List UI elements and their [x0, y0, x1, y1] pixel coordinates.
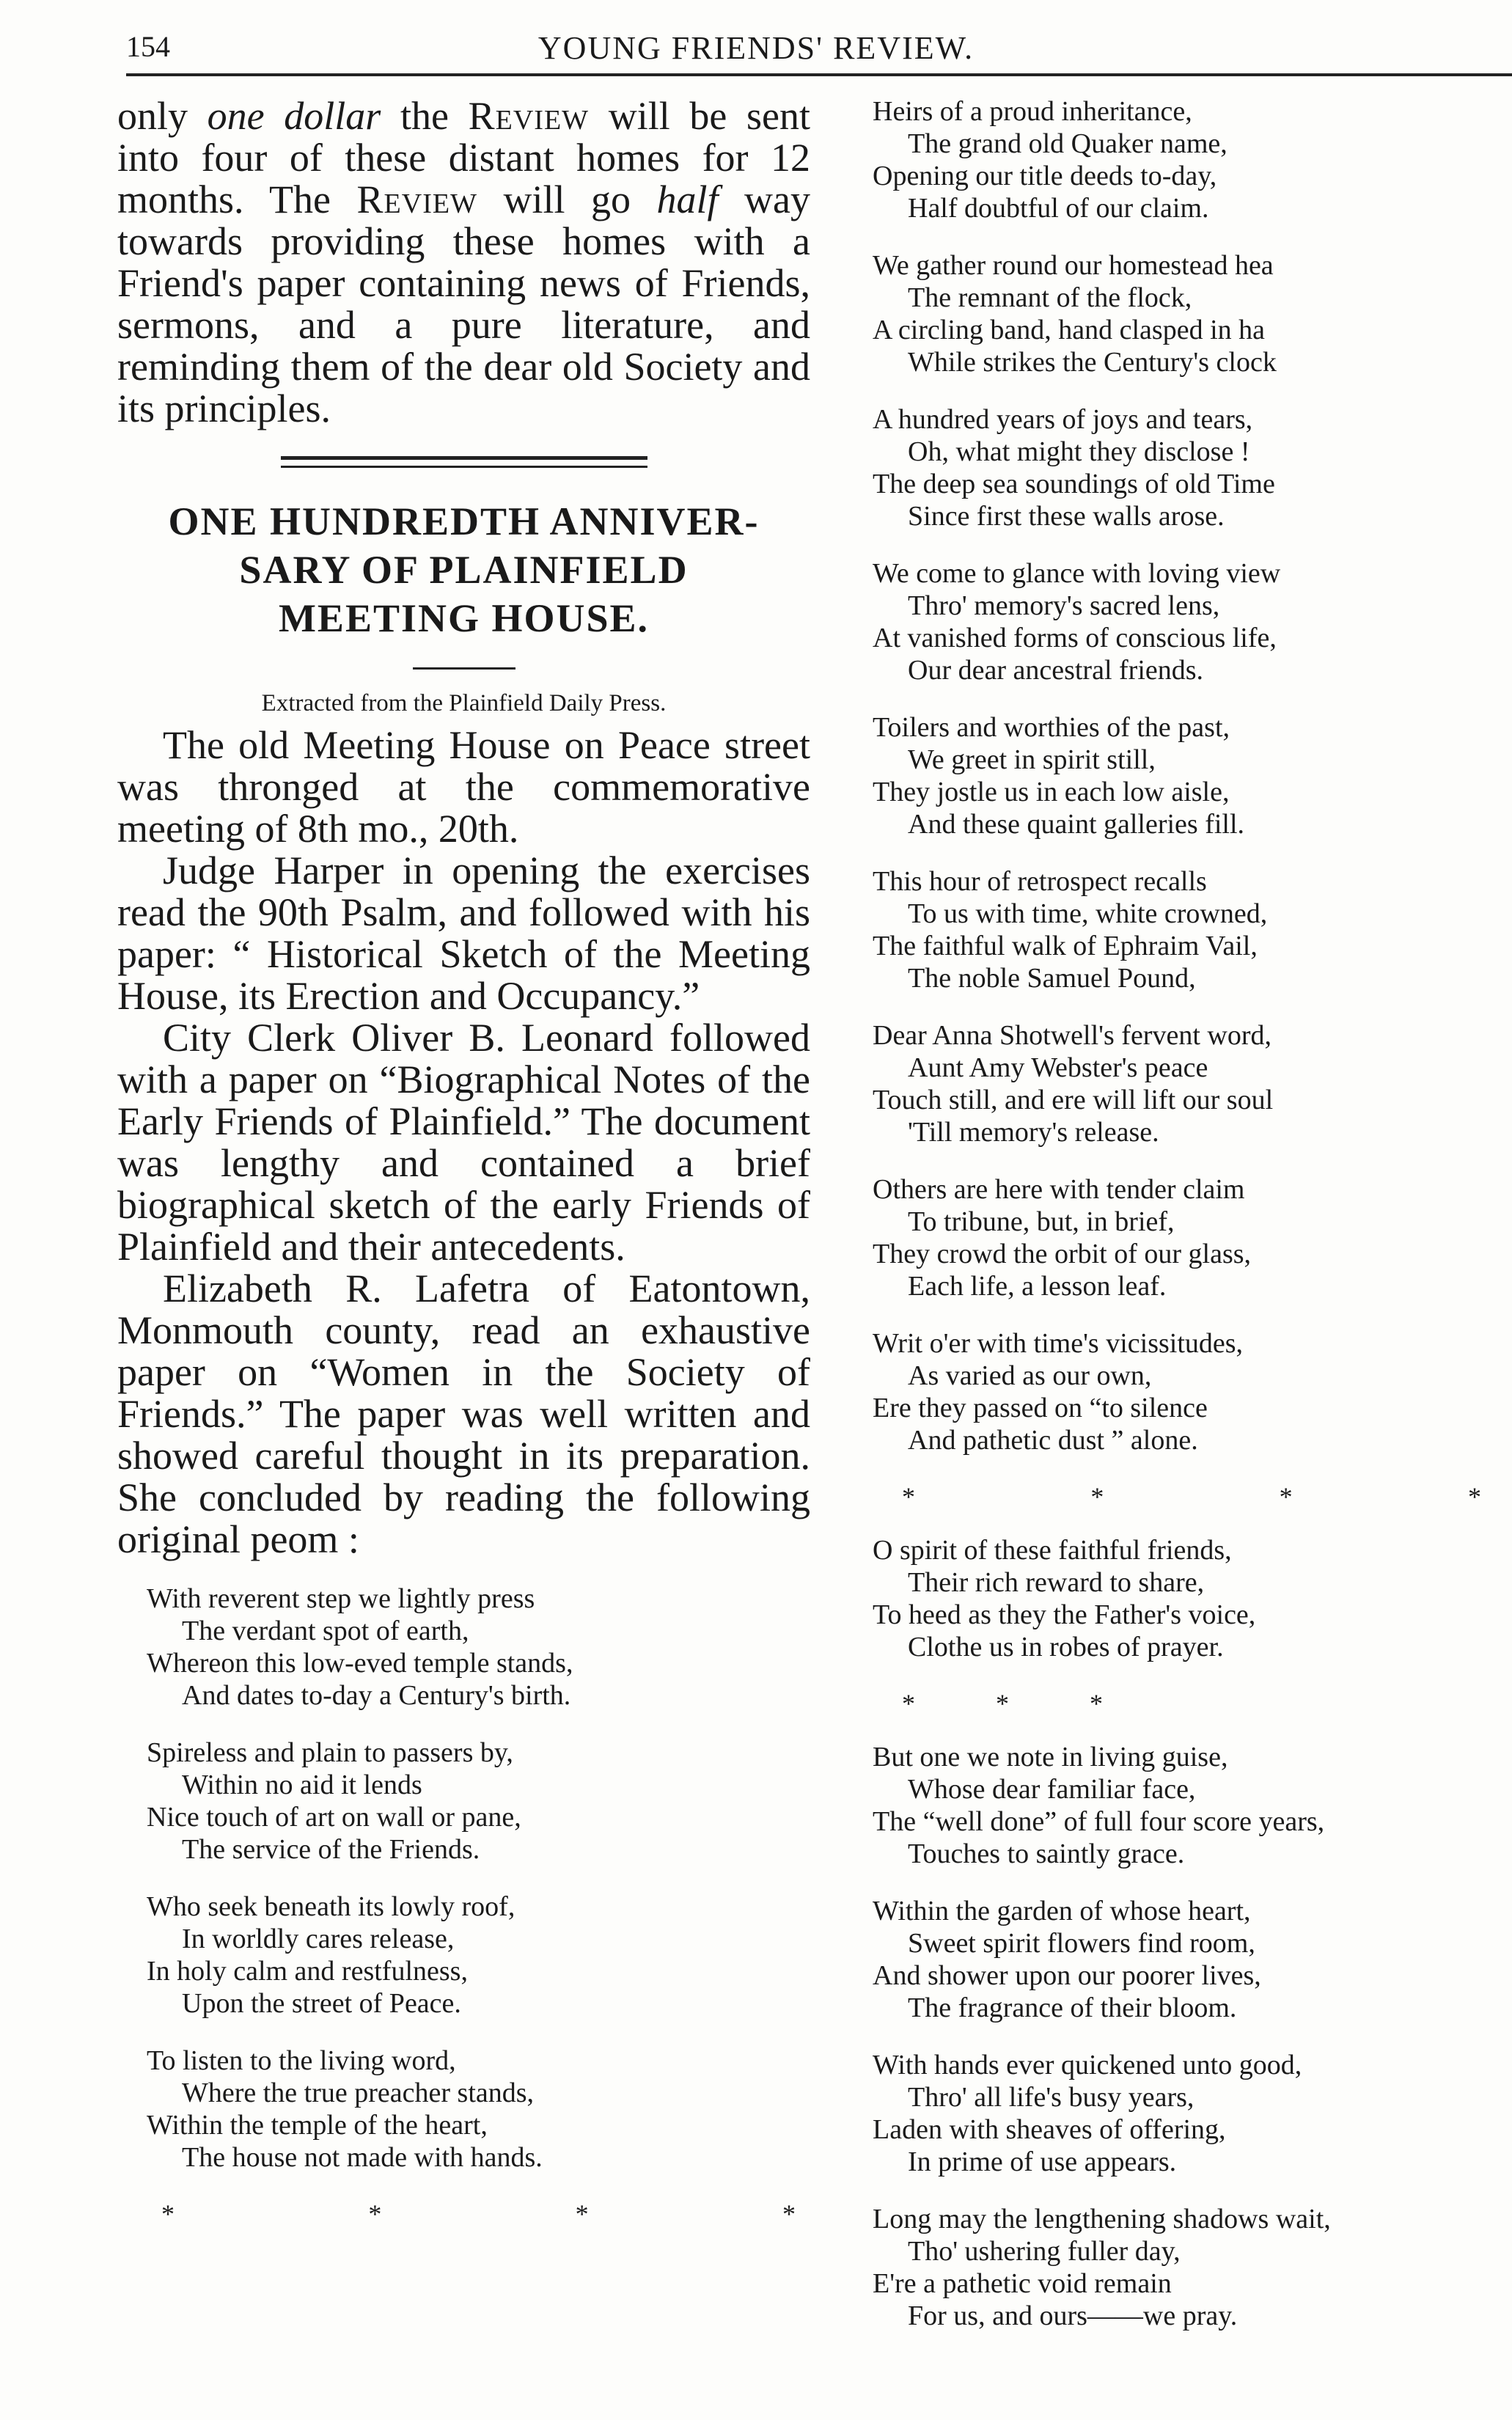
poem-stanza — [873, 1173, 1496, 1302]
poem-line: And these quaint galleries fill. — [908, 809, 1245, 840]
asterisk-ornament: * — [902, 1482, 915, 1511]
poem-line: Clothe us in robes of prayer. — [908, 1632, 1224, 1662]
poem-line: Thro' all life's busy years, — [908, 2082, 1194, 2113]
stars-divider — [902, 1481, 1481, 1512]
source-credit: Extracted from the Plainfield Daily Press. — [261, 690, 667, 716]
poem-line: E're a pathetic void remain — [873, 2268, 1172, 2299]
poem-line: Touches to saintly grace. — [908, 1838, 1185, 1869]
poem-stanza — [873, 557, 1496, 686]
poem-line: Laden with sheaves of offering, — [873, 2114, 1226, 2145]
poem-stanza — [873, 1019, 1496, 1148]
poem-line: To listen to the living word, — [147, 2045, 456, 2076]
poem-line: Since first these walls arose. — [908, 501, 1225, 532]
poem-line: Toilers and worthies of the past, — [873, 712, 1230, 743]
poem-line: Spireless and plain to passers by, — [147, 1737, 513, 1768]
short-rule-divider — [413, 667, 515, 670]
right-column — [873, 95, 1496, 2357]
running-title: YOUNG FRIENDS' REVIEW. — [537, 30, 975, 66]
poem-line: The verdant spot of earth, — [182, 1616, 469, 1646]
asterisk-ornament: * — [1090, 1482, 1104, 1511]
poem-line: The remnant of the flock, — [908, 282, 1192, 313]
poem-line: Tho' ushering fuller day, — [908, 2236, 1181, 2267]
article-title: ONE HUNDREDTH ANNIVER- SARY OF PLAINFIELD MEETING HOUSE. — [168, 499, 760, 640]
poem-stanza — [873, 711, 1496, 840]
poem-line: Who seek beneath its lowly roof, — [147, 1891, 515, 1922]
poem-line: The fragrance of their bloom. — [908, 1992, 1237, 2023]
asterisk-ornament: * — [996, 1689, 1009, 1718]
poem-line: A hundred years of joys and tears, — [873, 404, 1253, 435]
left-column — [117, 95, 810, 2251]
article-body — [117, 725, 810, 1561]
stars-divider — [161, 2199, 796, 2229]
poem-stanza — [873, 249, 1496, 378]
poem-line: Each life, a lesson leaf. — [908, 1271, 1167, 1302]
poem-stanza — [873, 2049, 1496, 2178]
poem-line: To heed as they the Father's voice, — [873, 1599, 1256, 1630]
body-paragraph: City Clerk Oliver B. Leonard followed with a paper on “Biographical Notes of the Early Friends of Plainfield.” The document was lengthy and contained a brief biographical sketch of the early Friends of Plainfield and their antecedents. — [117, 1016, 810, 1269]
poem-line: Oh, what might they disclose ! — [908, 436, 1250, 467]
poem-line: The house not made with hands. — [182, 2142, 543, 2173]
poem-stanza — [873, 403, 1496, 532]
poem-line: Long may the lengthening shadows wait, — [873, 2204, 1331, 2234]
poem-stanza — [873, 1741, 1496, 1870]
asterisk-ornament: * — [575, 2199, 589, 2229]
double-rule-divider — [281, 456, 647, 468]
poem-line: At vanished forms of conscious life, — [873, 623, 1277, 653]
poem-line: Writ o'er with time's vicissitudes, — [873, 1328, 1244, 1359]
poem-line: And pathetic dust ” alone. — [908, 1425, 1198, 1456]
poem-stanza — [147, 1583, 810, 1712]
poem-stanza — [873, 95, 1496, 224]
asterisk-ornament: * — [782, 2199, 796, 2229]
poem-line: And dates to-day a Century's birth. — [182, 1680, 571, 1711]
stars-divider — [902, 1688, 1481, 1719]
poem-line: Others are here with tender claim — [873, 1174, 1245, 1205]
poem-stanza — [873, 1534, 1496, 1663]
poem-line: The noble Samuel Pound, — [908, 963, 1196, 994]
poem-line: This hour of retrospect recalls — [873, 866, 1207, 897]
poem-line: While strikes the Century's clock — [908, 347, 1277, 378]
body-paragraph: Judge Harper in opening the exercises read the 90th Psalm, and followed with his paper: “ Historical Sketch of the Meeting House, its Erection and Occupancy.” — [117, 848, 810, 1018]
poem-line: Aunt Amy Webster's peace — [908, 1052, 1208, 1083]
poem-line: We gather round our homestead hea — [873, 250, 1274, 281]
poem-right-part-c — [873, 1741, 1496, 2332]
header-rule — [126, 73, 1512, 76]
poem-right-part-a — [873, 95, 1496, 1456]
poem-line: The grand old Quaker name, — [908, 128, 1227, 159]
poem-line: We greet in spirit still, — [908, 744, 1156, 775]
asterisk-ornament: * — [368, 2199, 382, 2229]
poem-line: Within no aid it lends — [182, 1770, 422, 1800]
poem-line: With reverent step we lightly press — [147, 1583, 535, 1614]
poem-line: Upon the street of Peace. — [182, 1988, 461, 2019]
poem-line: In holy calm and restfulness, — [147, 1956, 468, 1987]
poem-line: Sweet spirit flowers find room, — [908, 1928, 1255, 1959]
poem-line: Our dear ancestral friends. — [908, 655, 1204, 686]
poem-line: Their rich reward to share, — [908, 1567, 1205, 1598]
asterisk-ornament: * — [1279, 1482, 1293, 1511]
poem-line: Heirs of a proud inheritance, — [873, 96, 1192, 127]
poem-line: Where the true preacher stands, — [182, 2078, 535, 2108]
poem-line: And shower upon our poorer lives, — [873, 1960, 1261, 1991]
poem-stanza — [147, 1737, 810, 1866]
body-paragraph: The old Meeting House on Peace street was thronged at the commemorative meeting of 8th mo., 20th. — [117, 723, 810, 851]
poem-line: For us, and ours——we pray. — [908, 2300, 1238, 2331]
poem-line: Dear Anna Shotwell's fervent word, — [873, 1020, 1271, 1051]
poem-line: Half doubtful of our claim. — [908, 193, 1209, 224]
body-paragraph: Elizabeth R. Lafetra of Eatontown, Monmouth county, read an exhaustive paper on “Women in the Society of Friends.” The paper was well written and showed careful thought in its preparation. She concluded by reading the following original peom : — [117, 1266, 810, 1561]
asterisk-ornament: * — [1467, 1482, 1481, 1511]
poem-line: A circling band, hand clasped in ha — [873, 315, 1266, 345]
poem-line: To tribune, but, in brief, — [908, 1206, 1175, 1237]
poem-stanza — [147, 1891, 810, 2020]
poem-line: But one we note in living guise, — [873, 1742, 1228, 1772]
asterisk-ornament: * — [902, 1689, 915, 1718]
poem-line: 'Till memory's release. — [908, 1117, 1159, 1148]
poem-line: To us with time, white crowned, — [908, 898, 1268, 929]
poem-left — [117, 1583, 810, 2174]
page-header — [0, 0, 1512, 73]
poem-line: Nice touch of art on wall or pane, — [147, 1802, 521, 1833]
poem-line: As varied as our own, — [908, 1360, 1152, 1391]
poem-line: We come to glance with loving view — [873, 558, 1281, 589]
poem-stanza — [873, 1895, 1496, 2024]
poem-stanza — [147, 2045, 810, 2174]
poem-line: Whereon this low-eved temple stands, — [147, 1648, 573, 1679]
poem-line: Within the garden of whose heart, — [873, 1896, 1251, 1926]
poem-line: The deep sea soundings of old Time — [873, 469, 1275, 499]
poem-line: Touch still, and ere will lift our soul — [873, 1085, 1274, 1115]
poem-line: The “well done” of full four score years, — [873, 1806, 1325, 1837]
poem-stanza — [873, 865, 1496, 994]
poem-stanza — [873, 1327, 1496, 1456]
poem-line: They crowd the orbit of our glass, — [873, 1239, 1252, 1269]
poem-line: Ere they passed on “to silence — [873, 1393, 1208, 1423]
poem-line: The faithful walk of Ephraim Vail, — [873, 931, 1258, 961]
poem-line: The service of the Friends. — [182, 1834, 480, 1865]
poem-line: Within the temple of the heart, — [147, 2110, 488, 2141]
poem-line: In worldly cares release, — [182, 1924, 455, 1954]
poem-right-part-b — [873, 1534, 1496, 1663]
poem-line: They jostle us in each low aisle, — [873, 777, 1230, 807]
poem-line: Whose dear familiar face, — [908, 1774, 1196, 1805]
asterisk-ornament: * — [161, 2199, 175, 2229]
poem-line: Opening our title deeds to-day, — [873, 161, 1217, 191]
asterisk-ornament: * — [1090, 1689, 1103, 1718]
intro-paragraph: only one dollar the Review will be sent into four of these distant homes for 12 months. The Review will go half way towards providing these homes with a Friend's paper containing news of Friends, sermons, and a pure literature, and reminding them of the dear old Society and its principles. — [117, 94, 810, 430]
poem-line: In prime of use appears. — [908, 2146, 1177, 2177]
poem-line: With hands ever quickened unto good, — [873, 2050, 1302, 2080]
poem-line: Thro' memory's sacred lens, — [908, 590, 1220, 621]
page-number: 154 — [126, 30, 170, 63]
poem-line: O spirit of these faithful friends, — [873, 1535, 1232, 1566]
poem-stanza — [873, 2203, 1496, 2332]
